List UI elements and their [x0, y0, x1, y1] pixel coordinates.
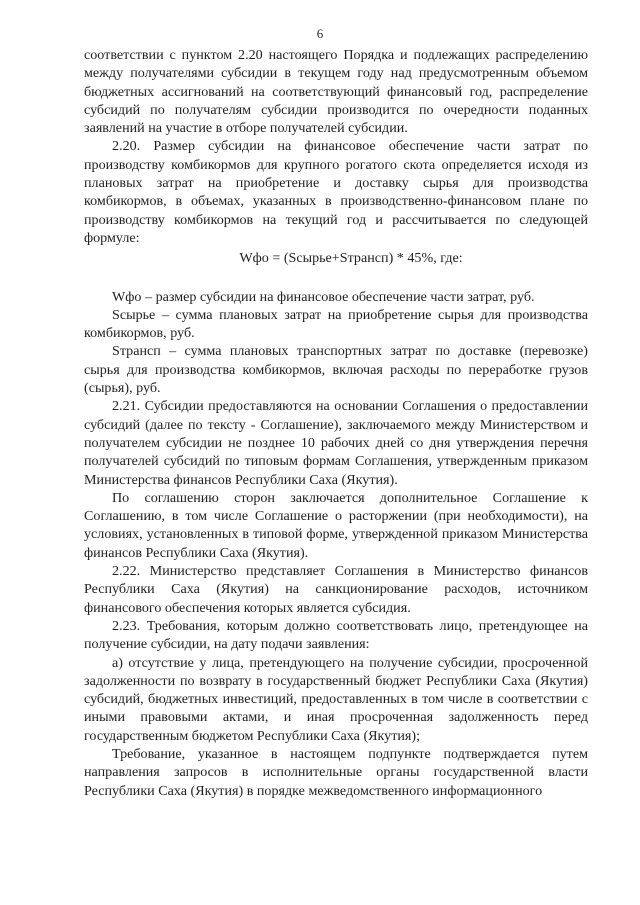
- definition-s-transport: Sтрансп – сумма плановых транспортных затрат по доставке (перевозке) сырья для производства комбикормов, включая расходы по переработке грузов (сырья), руб.: [84, 343, 588, 397]
- paragraph-requirement-confirmation: Требование, указанное в настоящем подпункте подтверждается путем направления запросов в исполнительные органы государственной власти Республики Саха (Якутия) в порядке межведомственного информационного: [84, 745, 588, 799]
- paragraph-2-20: 2.20. Размер субсидии на финансовое обеспечение части затрат по производству комбикормов для крупного рогатого скота определяется исходя из плановых затрат на приобретение и доставку сырья для производства комбикормов, в объемах, указанных в производственно-финансовом плане по производству комбикормов на текущий год и рассчитывается по следующей формуле:: [84, 138, 588, 246]
- definition-s-raw: Sсырье – сумма плановых затрат на приобретение сырья для производства комбикормов, руб.: [84, 306, 588, 342]
- paragraph-2-23: 2.23. Требования, которым должно соответствовать лицо, претендующее на получение субсидии, на дату подачи заявления:: [84, 617, 588, 653]
- paragraph-continuation: соответствии с пунктом 2.20 настоящего Порядка и подлежащих распределению между получателями субсидии в текущем году над предусмотренным объемом бюджетных ассигнований на соответствующий финансовый год, распределение субсидий по получателям субсидии производится по очередности поданных заявлений на участие в отборе получателей субсидии.: [84, 47, 588, 137]
- paragraph-2-21: 2.21. Субсидии предоставляются на основании Соглашения о предоставлении субсидий (далее по тексту - Соглашение), заключаемого между Министерством и получателем субсидии не позднее 10 рабочих дней со дня утверждения перечня получателей субсидий по типовым формам Соглашения, утвержденным приказом Министерства финансов Республики Саха (Якутия).: [84, 398, 588, 488]
- paragraph-2-22: 2.22. Министерство представляет Соглашения в Министерство финансов Республики Саха (Якутия) на санкционирование расходов, источником финансового обеспечения которых является субсидия.: [84, 563, 588, 616]
- paragraph-additional-agreement: По соглашению сторон заключается дополнительное Соглашение к Соглашению, в том числе Соглашение о расторжении (при необходимости), на условиях, установленных в типовой форме, утвержденной приказом Министерства финансов Республики Саха (Якутия).: [84, 489, 588, 561]
- paragraph-subitem-a: а) отсутствие у лица, претендующего на получение субсидии, просроченной задолженности по возврату в государственный бюджет Республики Саха (Якутия) субсидий, бюджетных инвестиций, предоставленных в том числе в соответствии с иными правовыми актами, и иная просроченная задолженность перед государственным бюджетом Республики Саха (Якутия);: [84, 654, 588, 744]
- formula: Wфо = (Sсырье+Sтрансп) * 45%, где:: [239, 250, 463, 267]
- document-body: [84, 46, 588, 800]
- definition-wfo: Wфо – размер субсидии на финансовое обеспечение части затрат, руб.: [112, 288, 535, 305]
- page-number: 6: [316, 26, 324, 41]
